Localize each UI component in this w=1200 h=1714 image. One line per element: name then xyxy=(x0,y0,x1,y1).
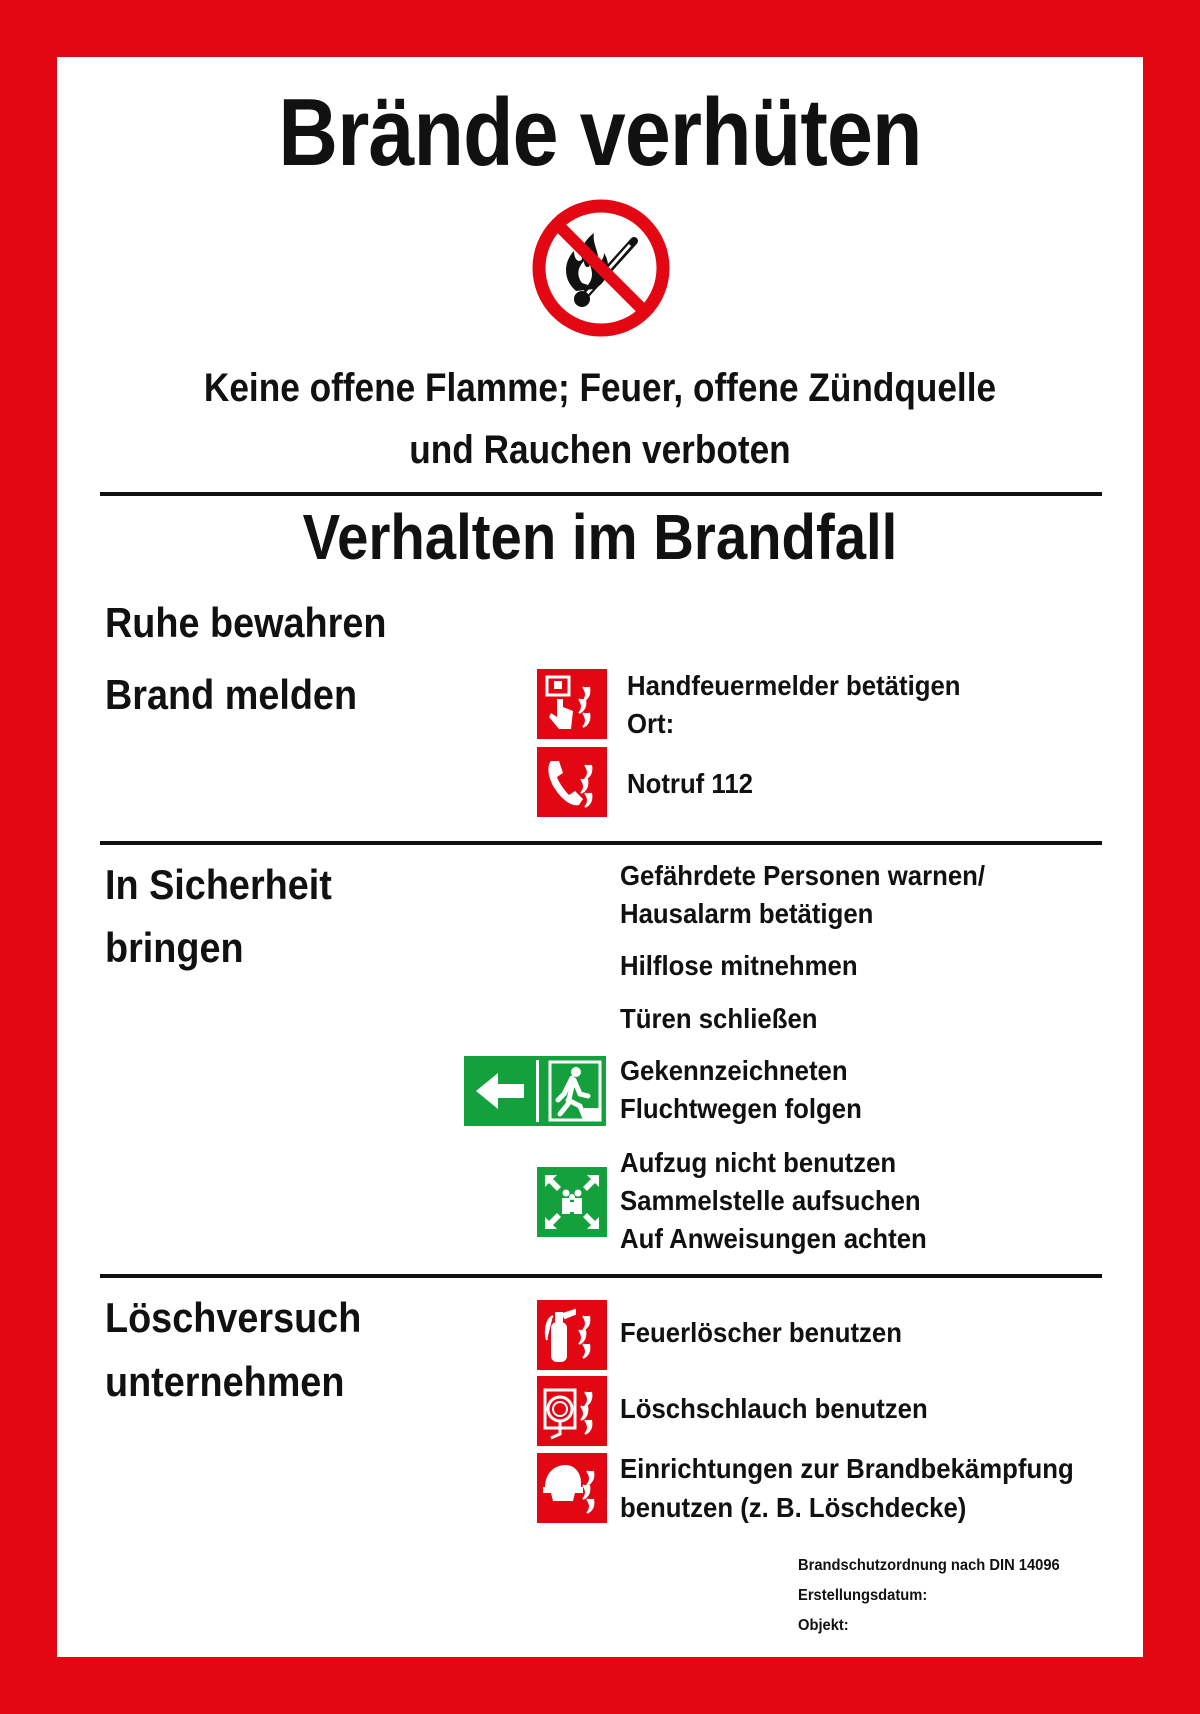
sign-title: Brände verhüten xyxy=(278,79,922,186)
footer-object: Objekt: xyxy=(798,1617,849,1634)
safety-item: Gefährdete Personen warnen/ xyxy=(620,860,986,891)
extinguish-item: Feuerlöscher benutzen xyxy=(620,1317,902,1348)
section-title: Verhalten im Brandfall xyxy=(302,501,898,573)
alarm-line-1: Handfeuermelder betätigen xyxy=(627,670,961,701)
escape-route-icon xyxy=(464,1056,606,1126)
safety-item: Sammelstelle aufsuchen xyxy=(620,1185,921,1216)
safety-item: Hausalarm betätigen xyxy=(620,898,874,929)
fire-hose-icon xyxy=(537,1376,607,1446)
prohibition-line-2: und Rauchen verboten xyxy=(409,428,791,472)
extinguish-label-line-2: unternehmen xyxy=(105,1358,345,1405)
firefighting-equipment-icon xyxy=(537,1453,607,1523)
divider xyxy=(100,1274,1102,1278)
safety-item: Aufzug nicht benutzen xyxy=(620,1147,897,1178)
fire-alarm-icon xyxy=(537,669,607,739)
safety-item: Hilflose mitnehmen xyxy=(620,950,858,981)
footer-date: Erstellungsdatum: xyxy=(798,1587,928,1604)
safety-label-line-2: bringen xyxy=(105,924,244,971)
no-open-flame-icon xyxy=(532,199,670,337)
prohibition-line-1: Keine offene Flamme; Feuer, offene Zündquelle xyxy=(203,366,997,410)
divider xyxy=(100,492,1102,496)
calm-label: Ruhe bewahren xyxy=(105,599,387,646)
safety-item: Gekennzeichneten xyxy=(620,1055,848,1086)
fire-safety-sign xyxy=(57,57,1143,1657)
extinguish-item: benutzen (z. B. Löschdecke) xyxy=(620,1492,967,1523)
prohibition-text xyxy=(122,357,1078,481)
emergency-call: Notruf 112 xyxy=(627,768,753,799)
alarm-line-2: Ort: xyxy=(627,708,675,739)
safety-item: Fluchtwegen folgen xyxy=(620,1093,862,1124)
fire-extinguisher-icon xyxy=(537,1300,607,1370)
fire-phone-icon xyxy=(537,747,607,817)
report-label: Brand melden xyxy=(105,671,358,718)
divider xyxy=(100,841,1102,845)
assembly-point-icon xyxy=(537,1167,607,1237)
safety-label-line-1: In Sicherheit xyxy=(105,861,332,908)
extinguish-item: Löschschlauch benutzen xyxy=(620,1393,928,1424)
safety-item: Türen schließen xyxy=(620,1003,818,1034)
footer-standard: Brandschutzordnung nach DIN 14096 xyxy=(798,1557,1060,1574)
extinguish-label-line-1: Löschversuch xyxy=(105,1294,362,1341)
safety-item: Auf Anweisungen achten xyxy=(620,1223,927,1254)
extinguish-item: Einrichtungen zur Brandbekämpfung xyxy=(620,1453,1074,1484)
